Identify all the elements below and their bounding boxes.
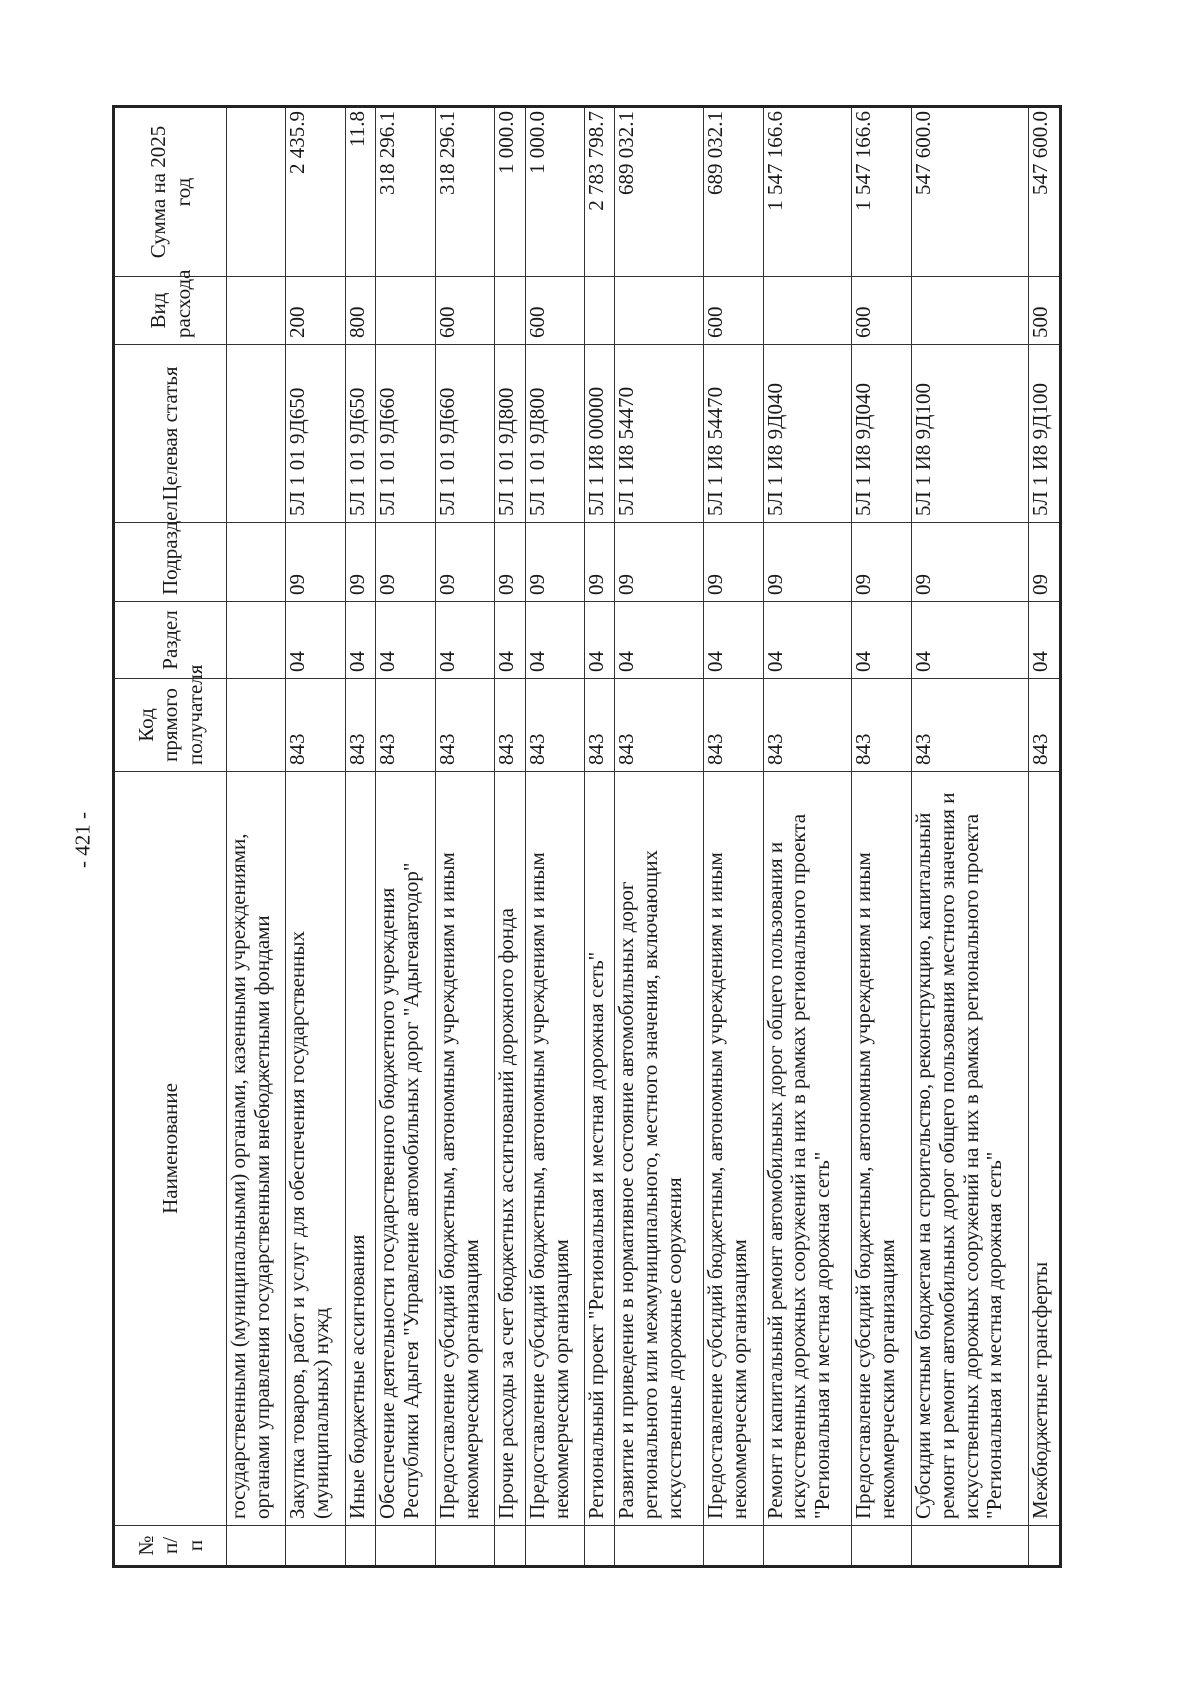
cell-section: 04 <box>1029 602 1061 679</box>
cell-recipient-code: 843 <box>911 679 1029 772</box>
cell-name: Региональный проект "Региональная и местная дорожная сеть" <box>585 772 615 1526</box>
cell-num <box>852 1526 911 1567</box>
cell-sum: 689 032.1 <box>704 107 763 277</box>
cell-recipient-code: 843 <box>852 679 911 772</box>
cell-sum: 547 600.0 <box>911 107 1029 277</box>
cell-section: 04 <box>615 602 704 679</box>
cell-name: Ремонт и капитальный ремонт автомобильных дорог общего пользования и искусственных дорожных сооружений на них в рамках регионального проекта "Региональная и местная дорожная сеть" <box>763 772 852 1526</box>
cell-sum: 689 032.1 <box>615 107 704 277</box>
cell-name: Обеспечение деятельности государственного бюджетного учреждения Республики Адыгея "Управление автомобильных дорог "Адыгеяавтодор" <box>376 772 435 1526</box>
table-row <box>227 107 286 1567</box>
table-row <box>495 107 525 1567</box>
cell-section: 04 <box>852 602 911 679</box>
header-expense-type: Вид расхода <box>114 277 227 345</box>
cell-subsection: 09 <box>615 523 704 602</box>
cell-target-article: 5Л 1 И8 00000 <box>585 345 615 523</box>
cell-recipient-code <box>227 679 286 772</box>
cell-num <box>1029 1526 1061 1567</box>
cell-recipient-code: 843 <box>525 679 584 772</box>
header-target-article: Целевая статья <box>114 345 227 523</box>
cell-name: Иные бюджетные ассигнования <box>345 772 375 1526</box>
cell-target-article: 5Л 1 01 9Д660 <box>376 345 435 523</box>
cell-sum: 2 783 798.7 <box>585 107 615 277</box>
table-row <box>763 107 852 1567</box>
cell-section: 04 <box>495 602 525 679</box>
cell-sum: 318 296.1 <box>435 107 494 277</box>
cell-name: Предоставление субсидий бюджетным, автономным учреждениям и иным некоммерческим организациям <box>525 772 584 1526</box>
header-num: № п/п <box>114 1526 227 1567</box>
cell-expense-type: 600 <box>852 277 911 345</box>
cell-section: 04 <box>345 602 375 679</box>
cell-recipient-code: 843 <box>704 679 763 772</box>
cell-recipient-code: 843 <box>286 679 345 772</box>
table-row <box>704 107 763 1567</box>
cell-recipient-code: 843 <box>615 679 704 772</box>
cell-target-article: 5Л 1 И8 54470 <box>615 345 704 523</box>
cell-section: 04 <box>585 602 615 679</box>
table-row <box>376 107 435 1567</box>
cell-recipient-code: 843 <box>1029 679 1061 772</box>
table-row <box>286 107 345 1567</box>
cell-sum: 1 000.0 <box>495 107 525 277</box>
cell-expense-type: 600 <box>704 277 763 345</box>
cell-num <box>345 1526 375 1567</box>
header-sum: Сумма на 2025 год <box>114 107 227 277</box>
cell-target-article: 5Л 1 01 9Д650 <box>286 345 345 523</box>
cell-sum: 2 435.9 <box>286 107 345 277</box>
cell-section: 04 <box>435 602 494 679</box>
table-row <box>911 107 1029 1567</box>
cell-name: Прочие расходы за счет бюджетных ассигнований дорожного фонда <box>495 772 525 1526</box>
cell-name: Закупка товаров, работ и услуг для обеспечения государственных (муниципальных) нужд <box>286 772 345 1526</box>
cell-num <box>615 1526 704 1567</box>
cell-sum: 11.8 <box>345 107 375 277</box>
cell-expense-type <box>763 277 852 345</box>
cell-target-article: 5Л 1 01 9Д800 <box>525 345 584 523</box>
cell-subsection: 09 <box>525 523 584 602</box>
cell-sum: 1 547 166.6 <box>852 107 911 277</box>
cell-recipient-code: 843 <box>376 679 435 772</box>
cell-sum: 318 296.1 <box>376 107 435 277</box>
cell-target-article: 5Л 1 И8 9Д100 <box>911 345 1029 523</box>
cell-expense-type <box>227 277 286 345</box>
cell-num <box>911 1526 1029 1567</box>
cell-expense-type: 200 <box>286 277 345 345</box>
cell-name: Предоставление субсидий бюджетным, автономным учреждениям и иным некоммерческим организациям <box>704 772 763 1526</box>
cell-target-article: 5Л 1 01 9Д660 <box>435 345 494 523</box>
cell-name: Развитие и приведение в нормативное состояние автомобильных дорог регионального или межмуниципального, местного значения, включающих искусственные дорожные сооружения <box>615 772 704 1526</box>
header-recipient-code: Код прямого получателя <box>114 679 227 772</box>
cell-subsection: 09 <box>911 523 1029 602</box>
cell-name: Субсидии местным бюджетам на строительство, реконструкцию, капитальный ремонт и ремонт автомобильных дорог общего пользования местного значения и искусственных дорожных сооружений на них в рамках регионального проекта "Региональная и местная дорожная сеть" <box>911 772 1029 1526</box>
cell-expense-type: 800 <box>345 277 375 345</box>
cell-target-article: 5Л 1 И8 9Д040 <box>852 345 911 523</box>
cell-subsection: 09 <box>376 523 435 602</box>
cell-subsection: 09 <box>286 523 345 602</box>
page-number: - 421 - <box>70 812 95 868</box>
table-header-row <box>114 107 227 1567</box>
cell-section: 04 <box>911 602 1029 679</box>
cell-target-article: 5Л 1 И8 54470 <box>704 345 763 523</box>
table-row <box>345 107 375 1567</box>
cell-expense-type: 600 <box>525 277 584 345</box>
cell-section: 04 <box>704 602 763 679</box>
table-row <box>525 107 584 1567</box>
cell-name: Предоставление субсидий бюджетным, автономным учреждениям и иным некоммерческим организациям <box>435 772 494 1526</box>
cell-num <box>435 1526 494 1567</box>
cell-subsection: 09 <box>1029 523 1061 602</box>
cell-sum <box>227 107 286 277</box>
cell-section: 04 <box>286 602 345 679</box>
cell-num <box>525 1526 584 1567</box>
cell-num <box>704 1526 763 1567</box>
cell-num <box>227 1526 286 1567</box>
cell-name: государственными (муниципальными) органами, казенными учреждениями, органами управления государственными внебюджетными фондами <box>227 772 286 1526</box>
cell-target-article: 5Л 1 01 9Д800 <box>495 345 525 523</box>
cell-section: 04 <box>376 602 435 679</box>
cell-section: 04 <box>525 602 584 679</box>
cell-num <box>495 1526 525 1567</box>
cell-recipient-code: 843 <box>435 679 494 772</box>
header-subsection: Подраздел <box>114 523 227 602</box>
cell-sum: 1 547 166.6 <box>763 107 852 277</box>
cell-sum: 1 000.0 <box>525 107 584 277</box>
table-row <box>615 107 704 1567</box>
cell-subsection: 09 <box>435 523 494 602</box>
cell-target-article: 5Л 1 И8 9Д040 <box>763 345 852 523</box>
cell-subsection: 09 <box>852 523 911 602</box>
cell-expense-type <box>495 277 525 345</box>
cell-expense-type: 600 <box>435 277 494 345</box>
cell-subsection: 09 <box>704 523 763 602</box>
cell-target-article: 5Л 1 И8 9Д100 <box>1029 345 1061 523</box>
cell-sum: 547 600.0 <box>1029 107 1061 277</box>
cell-subsection: 09 <box>495 523 525 602</box>
cell-subsection <box>227 523 286 602</box>
cell-recipient-code: 843 <box>763 679 852 772</box>
cell-recipient-code: 843 <box>495 679 525 772</box>
cell-section <box>227 602 286 679</box>
table-row <box>435 107 494 1567</box>
cell-subsection: 09 <box>585 523 615 602</box>
cell-recipient-code: 843 <box>585 679 615 772</box>
rotated-page-content <box>112 108 1062 1568</box>
header-name: Наименование <box>114 772 227 1526</box>
cell-expense-type: 500 <box>1029 277 1061 345</box>
budget-table <box>112 105 1062 1568</box>
cell-num <box>376 1526 435 1567</box>
table-row <box>585 107 615 1567</box>
cell-target-article: 5Л 1 01 9Д650 <box>345 345 375 523</box>
cell-expense-type <box>376 277 435 345</box>
table-row <box>1029 107 1061 1567</box>
cell-expense-type <box>585 277 615 345</box>
cell-section: 04 <box>763 602 852 679</box>
table-body <box>227 107 1061 1567</box>
cell-recipient-code: 843 <box>345 679 375 772</box>
cell-num <box>763 1526 852 1567</box>
cell-num <box>585 1526 615 1567</box>
cell-num <box>286 1526 345 1567</box>
cell-name: Межбюджетные трансферты <box>1029 772 1061 1526</box>
cell-subsection: 09 <box>345 523 375 602</box>
cell-expense-type <box>615 277 704 345</box>
cell-subsection: 09 <box>763 523 852 602</box>
cell-target-article <box>227 345 286 523</box>
cell-expense-type <box>911 277 1029 345</box>
header-section: Раздел <box>114 602 227 679</box>
table-row <box>852 107 911 1567</box>
cell-name: Предоставление субсидий бюджетным, автономным учреждениям и иным некоммерческим организациям <box>852 772 911 1526</box>
